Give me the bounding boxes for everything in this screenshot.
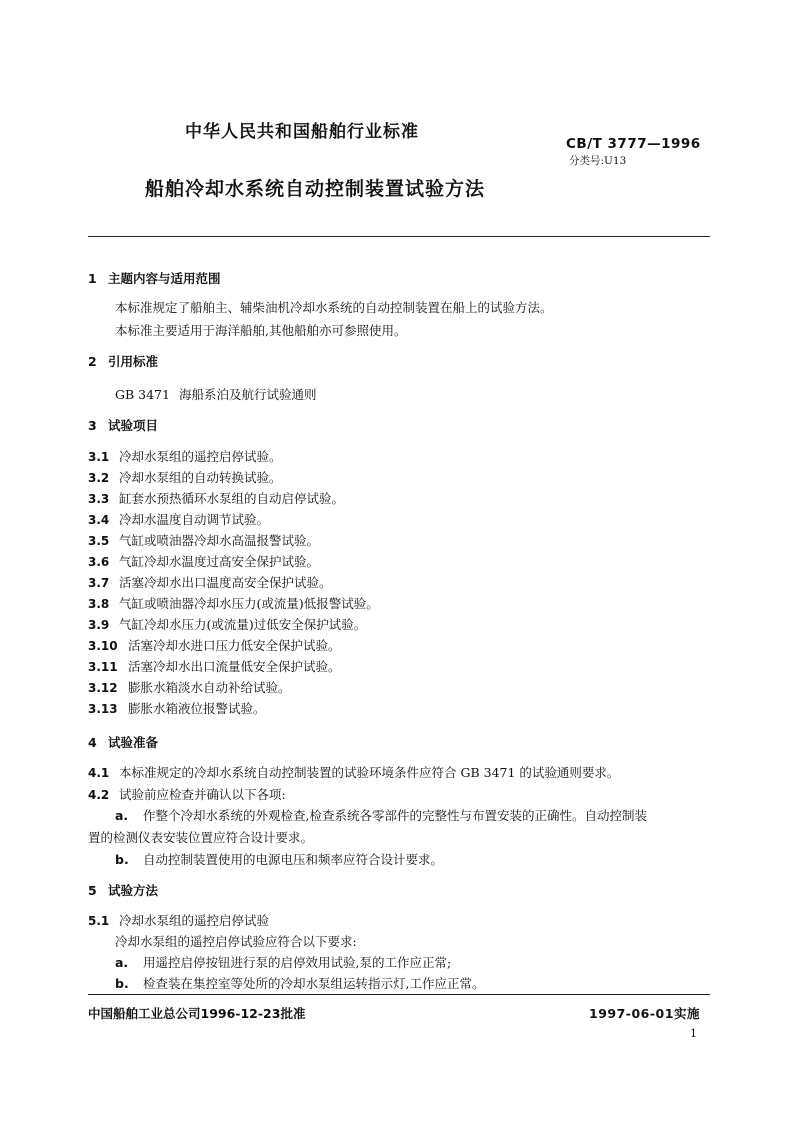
reference-code: GB 3471 bbox=[115, 387, 170, 402]
section-1-paragraph-2: 本标准主要适用于海洋船舶,其他船舶亦可参照使用。 bbox=[115, 323, 407, 338]
item-text: 气缸或喷油器冷却水高温报警试验。 bbox=[119, 533, 320, 548]
item-text: 气缸冷却水压力(或流量)过低安全保护试验。 bbox=[119, 617, 367, 632]
list-item bbox=[88, 763, 619, 781]
item-text: 气缸冷却水温度过高安全保护试验。 bbox=[119, 554, 320, 569]
item-number: 4.1 bbox=[88, 766, 110, 780]
item-text: 活塞冷却水出口流量低安全保护试验。 bbox=[128, 659, 341, 674]
section-4-heading bbox=[88, 733, 158, 751]
section-1-paragraph-1: 本标准规定了船舶主、辅柴油机冷却水系统的自动控制装置在船上的试验方法。 bbox=[115, 300, 553, 315]
item-number: 3.1 bbox=[88, 450, 110, 464]
item-number: 3.2 bbox=[88, 471, 110, 485]
item-text: 冷却水泵组的遥控启停试验 bbox=[119, 913, 270, 928]
list-item bbox=[88, 678, 291, 696]
section-1-heading bbox=[88, 269, 221, 287]
item-text: 缸套水预热循环水泵组的自动启停试验。 bbox=[119, 491, 345, 506]
item-number: 3.8 bbox=[88, 597, 110, 611]
effective-date: 1997-06-01实施 bbox=[589, 1006, 700, 1021]
item-text: 活塞冷却水出口温度高安全保护试验。 bbox=[119, 575, 332, 590]
section-title: 试验项目 bbox=[108, 418, 159, 433]
item-text: 冷却水泵组的遥控启停试验。 bbox=[119, 449, 282, 464]
section-3-heading bbox=[88, 416, 158, 434]
list-item bbox=[88, 489, 344, 507]
sub-item-label: b. bbox=[115, 852, 129, 867]
section-title: 引用标准 bbox=[108, 354, 159, 369]
list-item bbox=[88, 615, 366, 633]
item-text: 冷却水泵组的自动转换试验。 bbox=[119, 470, 282, 485]
sub-item-label: a. bbox=[115, 808, 129, 823]
list-item bbox=[88, 510, 269, 528]
section-number: 4 bbox=[88, 735, 97, 750]
item-text: 膨胀水箱液位报警试验。 bbox=[128, 701, 266, 716]
list-item bbox=[88, 573, 332, 591]
sub-item-text: 检查装在集控室等处所的冷却水泵组运转指示灯,工作应正常。 bbox=[143, 976, 485, 991]
item-number: 3.5 bbox=[88, 534, 110, 548]
section-2-heading bbox=[88, 352, 158, 370]
item-number: 3.11 bbox=[88, 660, 118, 674]
item-text: 试验前应检查并确认以下各项: bbox=[119, 787, 286, 802]
sub-item-label: a. bbox=[115, 955, 129, 970]
list-item bbox=[88, 699, 266, 717]
list-item bbox=[88, 785, 286, 803]
list-item bbox=[88, 911, 269, 929]
list-item bbox=[88, 447, 282, 465]
classification-number: 分类号:U13 bbox=[569, 155, 627, 167]
approval-line: 中国船舶工业总公司1996-12-23批准 bbox=[88, 1006, 306, 1021]
item-number: 3.7 bbox=[88, 576, 110, 590]
section-5-intro: 冷却水泵组的遥控启停试验应符合以下要求: bbox=[115, 934, 357, 949]
item-number: 3.9 bbox=[88, 618, 110, 632]
header-divider bbox=[88, 236, 710, 237]
list-item bbox=[88, 594, 379, 612]
section-number: 1 bbox=[88, 271, 97, 286]
footer-divider bbox=[88, 994, 710, 995]
sub-item-label: b. bbox=[115, 976, 129, 991]
section-title: 试验方法 bbox=[108, 883, 159, 898]
item-text: 冷却水温度自动调节试验。 bbox=[119, 512, 270, 527]
sub-item-a bbox=[115, 953, 451, 971]
item-number: 3.10 bbox=[88, 639, 118, 653]
item-number: 3.6 bbox=[88, 555, 110, 569]
standard-code: CB/T 3777—1996 bbox=[566, 136, 701, 152]
reference-title: 海船系泊及航行试验通则 bbox=[179, 387, 317, 402]
item-number: 3.12 bbox=[88, 681, 118, 695]
item-text: 本标准规定的冷却水系统自动控制装置的试验环境条件应符合 GB 3471 的试验通则要求。 bbox=[119, 765, 620, 780]
section-5-heading bbox=[88, 881, 158, 899]
section-title: 主题内容与适用范围 bbox=[108, 271, 221, 286]
item-text: 膨胀水箱淡水自动补给试验。 bbox=[128, 680, 291, 695]
section-number: 3 bbox=[88, 418, 97, 433]
item-text: 气缸或喷油器冷却水压力(或流量)低报警试验。 bbox=[119, 596, 379, 611]
item-number: 5.1 bbox=[88, 914, 110, 928]
document-title: 船舶冷却水系统自动控制装置试验方法 bbox=[145, 178, 486, 200]
section-number: 2 bbox=[88, 354, 97, 369]
sub-item-text: 自动控制装置使用的电源电压和频率应符合设计要求。 bbox=[143, 852, 444, 867]
org-title: 中华人民共和国船舶行业标准 bbox=[185, 122, 419, 142]
sub-item-a bbox=[115, 806, 647, 824]
item-number: 3.4 bbox=[88, 513, 110, 527]
sub-item-b bbox=[115, 974, 484, 992]
section-number: 5 bbox=[88, 883, 97, 898]
item-number: 3.13 bbox=[88, 702, 118, 716]
sub-item-b bbox=[115, 850, 443, 868]
list-item bbox=[88, 657, 341, 675]
list-item bbox=[88, 468, 282, 486]
item-text: 活塞冷却水进口压力低安全保护试验。 bbox=[128, 638, 341, 653]
referenced-standard bbox=[115, 385, 317, 403]
sub-item-text: 用遥控启停按钮进行泵的启停效用试验,泵的工作应正常; bbox=[143, 955, 452, 970]
item-number: 3.3 bbox=[88, 492, 110, 506]
list-item bbox=[88, 636, 341, 654]
section-title: 试验准备 bbox=[108, 735, 159, 750]
item-number: 4.2 bbox=[88, 788, 110, 802]
page-number: 1 bbox=[690, 1027, 697, 1040]
sub-item-a-continuation: 置的检测仪表安装位置应符合设计要求。 bbox=[88, 830, 314, 845]
list-item bbox=[88, 552, 319, 570]
list-item bbox=[88, 531, 319, 549]
sub-item-text: 作整个冷却水系统的外观检查,检查系统各零部件的完整性与布置安装的正确性。自动控制装 bbox=[143, 808, 647, 823]
